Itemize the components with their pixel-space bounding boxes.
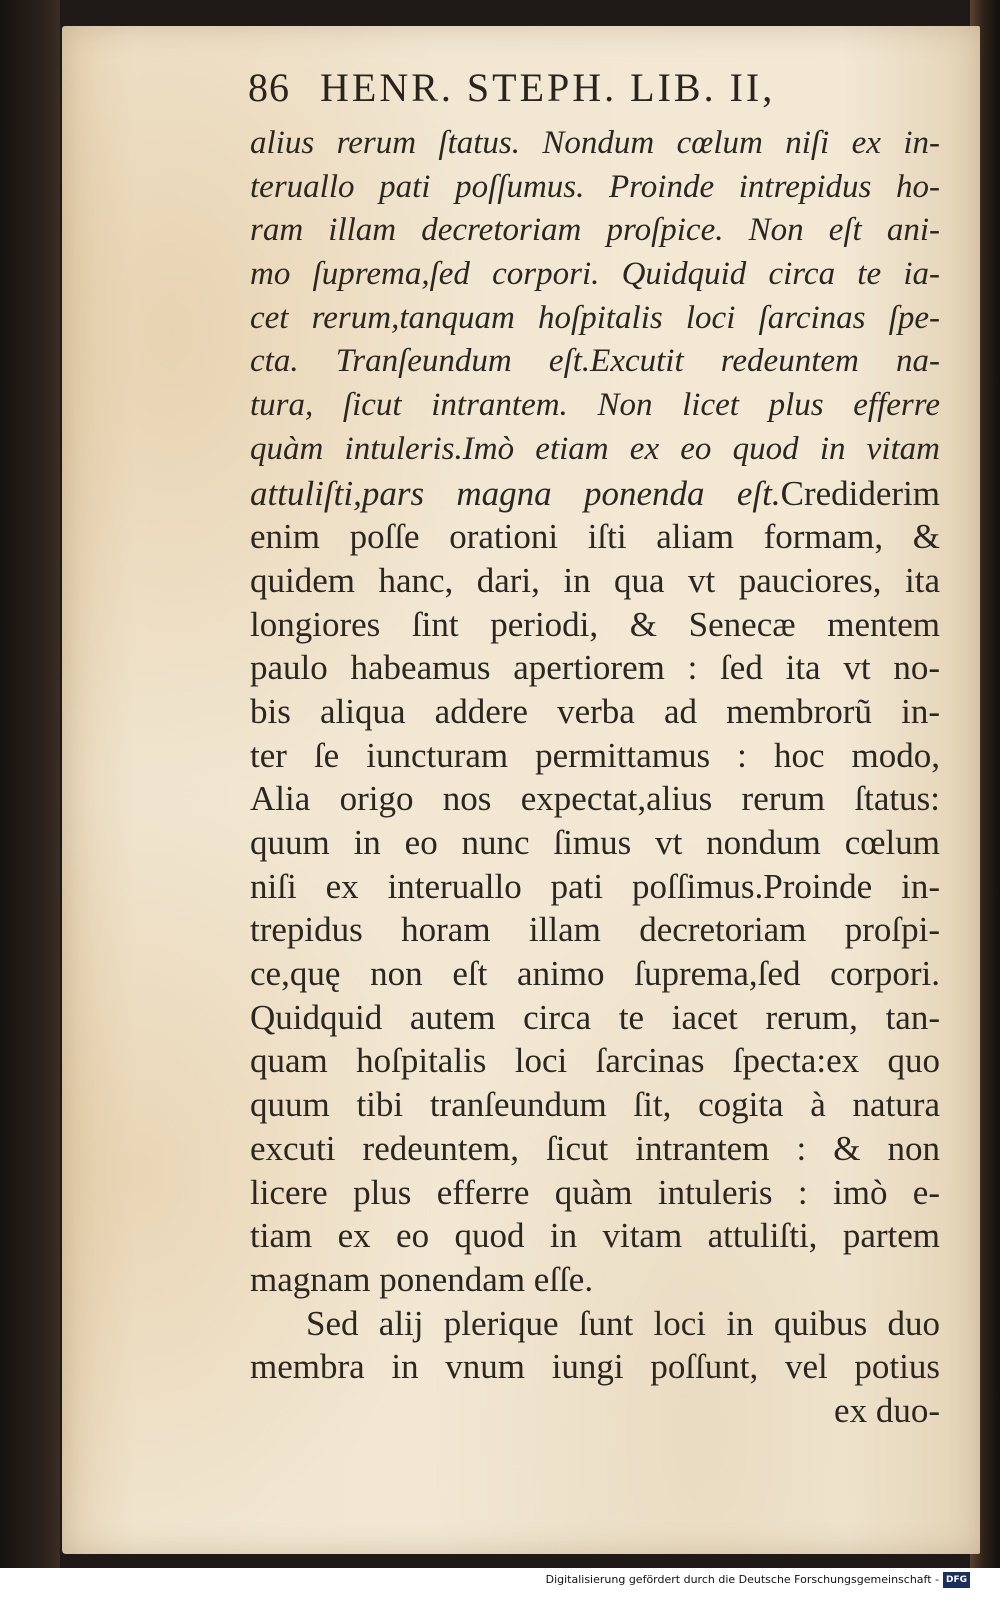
- text-line: mo ſuprema,ſed corpori. Quidquid circa te ia-: [250, 256, 940, 293]
- credit-text: Digitalisierung gefördert durch die Deutsche Forschungsgemeinschaft -: [545, 1573, 939, 1586]
- book-binding-edge: [0, 0, 60, 1568]
- text-line: teruallo pati poſſumus. Proinde intrepidus ho-: [250, 168, 940, 205]
- text-line: excuti redeuntem, ſicut intrantem : & non: [250, 1128, 940, 1168]
- text-line: quàm intuleris.Imò etiam ex eo quod in vitam: [250, 430, 940, 467]
- text-line: Quidquid autem circa te iacet rerum, tan-: [250, 997, 940, 1037]
- text-line: [250, 472, 940, 516]
- text-line: quam hoſpitalis loci ſarcinas ſpecta:ex quo: [250, 1041, 940, 1081]
- text-line: ce,quę non eſt animo ſuprema,ſed corpori.: [250, 954, 940, 994]
- text-line: quidem hanc, dari, in qua vt pauciores, ita: [250, 560, 940, 600]
- text-line: Sed alij plerique ſunt loci in quibus duo: [306, 1303, 940, 1343]
- text-line: licere plus efferre quàm intuleris : imò e-: [250, 1172, 940, 1212]
- text-line: tiam ex eo quod in vitam attuliſti, partem: [250, 1216, 940, 1256]
- text-line: Alia origo nos expectat,alius rerum ſtatus:: [250, 779, 940, 819]
- text-line: quum tibi tranſeundum ſit, cogita à natura: [250, 1085, 940, 1125]
- text-line: cet rerum,tanquam hoſpitalis loci ſarcinas ſpe-: [250, 299, 940, 336]
- catchword: ex duo-: [834, 1390, 940, 1430]
- running-title: HENR. STEPH. LIB. II,: [320, 65, 776, 110]
- dfg-logo: DFG: [943, 1572, 970, 1588]
- text-line: paulo habeamus apertiorem : ſed ita vt no-: [250, 648, 940, 688]
- text-line: ter ſe iuncturam permittamus : hoc modo,: [250, 735, 940, 775]
- body-text: [250, 122, 950, 1433]
- page-number: 86: [248, 65, 290, 110]
- running-head: [248, 64, 888, 112]
- italic-segment: attuliſti,pars magna ponenda eſt.: [250, 473, 781, 513]
- text-line: magnam ponendam eſſe.: [250, 1259, 594, 1299]
- text-line: longiores ſint periodi, & Senecæ mentem: [250, 604, 940, 644]
- text-line: cta. Tranſeundum eſt.Excutit redeuntem na-: [250, 343, 940, 380]
- text-line: niſi ex interuallo pati poſſimus.Proinde in-: [250, 866, 940, 906]
- text-line: ram illam decretoriam proſpice. Non eſt ani-: [250, 212, 940, 249]
- text-line: quum in eo nunc ſimus vt nondum cœlum: [250, 823, 940, 862]
- text-line: alius rerum ſtatus. Nondum cœlum niſi ex in-: [250, 125, 940, 161]
- text-line: bis aliqua addere verba ad membrorũ in-: [250, 691, 940, 731]
- text-line: tura, ſicut intrantem. Non licet plus efferre: [250, 387, 940, 424]
- digitization-credit: [546, 1572, 970, 1588]
- text-line: membra in vnum iungi poſſunt, vel potius: [250, 1347, 940, 1387]
- roman-segment: Crediderim: [780, 473, 940, 513]
- text-line: enim poſſe orationi iſti aliam formam, &: [250, 517, 940, 557]
- text-line: trepidus horam illam decretoriam proſpi-: [250, 910, 940, 950]
